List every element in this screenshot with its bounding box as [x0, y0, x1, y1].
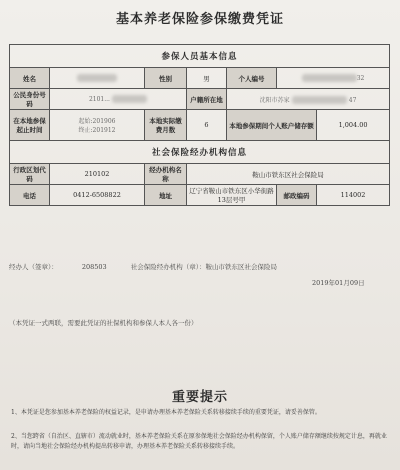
id-no-label: 公民身份号码: [10, 89, 50, 110]
address-label: 地址: [145, 185, 187, 206]
copy-note: （本凭证一式两联，需要此凭证的社保机构和参保人本人各一份）: [9, 319, 198, 327]
months-label: 本地实际缴费月数: [145, 110, 187, 141]
tip-2: 2、当您跨省（自治区、直辖市）流动就业时，基本养老保险关系在原参保地社会保险经办机构保留，个人账户储存额继续按规定计息，再就业时，请向当地社会保险经办机构提出转移申请，办理基本养老保险关系转移接续手续。: [11, 433, 387, 450]
name-value: [50, 68, 145, 89]
seal-text: 社会保险经办机构（章）：鞍山市铁东区社会保险局: [130, 263, 277, 271]
account-balance-label: 本地参保期间个人账户储存额: [227, 110, 317, 141]
maker-value: 208503: [81, 263, 107, 271]
section-agency-header: 社会保险经办机构信息: [10, 141, 390, 164]
gender-value: 男: [187, 68, 227, 89]
postcode-value: 114002: [317, 185, 390, 206]
local-period-label: 在本地参保起止时间: [10, 110, 50, 141]
address-value: 辽宁省鞍山市铁东区小华街路13层号甲: [187, 185, 277, 206]
tips-title: 重要提示: [171, 390, 228, 405]
local-period-value: 起始:201906 终止:201912: [50, 110, 145, 141]
gender-label: 性别: [145, 68, 187, 89]
name-label: 姓名: [10, 68, 50, 89]
account-balance-value: 1,004.00: [317, 110, 390, 141]
personal-no-label: 个人编号: [227, 68, 277, 89]
agency-name-label: 经办机构名称: [145, 164, 187, 185]
info-table: [9, 44, 390, 206]
months-value: 6: [187, 110, 227, 141]
section-person-header: 参保人员基本信息: [10, 45, 390, 68]
postcode-label: 邮政编码: [277, 185, 317, 206]
tip-1: 1、本凭证是您参加基本养老保险的权益记录，是申请办理基本养老保险关系转移接续手续的重要凭证，请妥善保管。: [11, 409, 321, 416]
hukou-label: 户籍所在地: [187, 89, 227, 110]
personal-no-value: 32: [277, 68, 390, 89]
maker-label: 经办人（签章）：: [9, 263, 58, 271]
agency-name-value: 鞍山市铁东区社会保险局: [187, 164, 390, 185]
maker-line: [9, 262, 277, 271]
id-no-value: 2101...: [50, 89, 187, 110]
hukou-value: 沈阳市苏家 47: [227, 89, 390, 110]
region-code-value: 210102: [50, 164, 145, 185]
region-code-label: 行政区划代码: [10, 164, 50, 185]
document-title: 基本养老保险参保缴费凭证: [115, 12, 284, 27]
phone-label: 电话: [10, 185, 50, 206]
phone-value: 0412-6508822: [50, 185, 145, 206]
issue-date: 2019年01月09日: [312, 279, 365, 287]
